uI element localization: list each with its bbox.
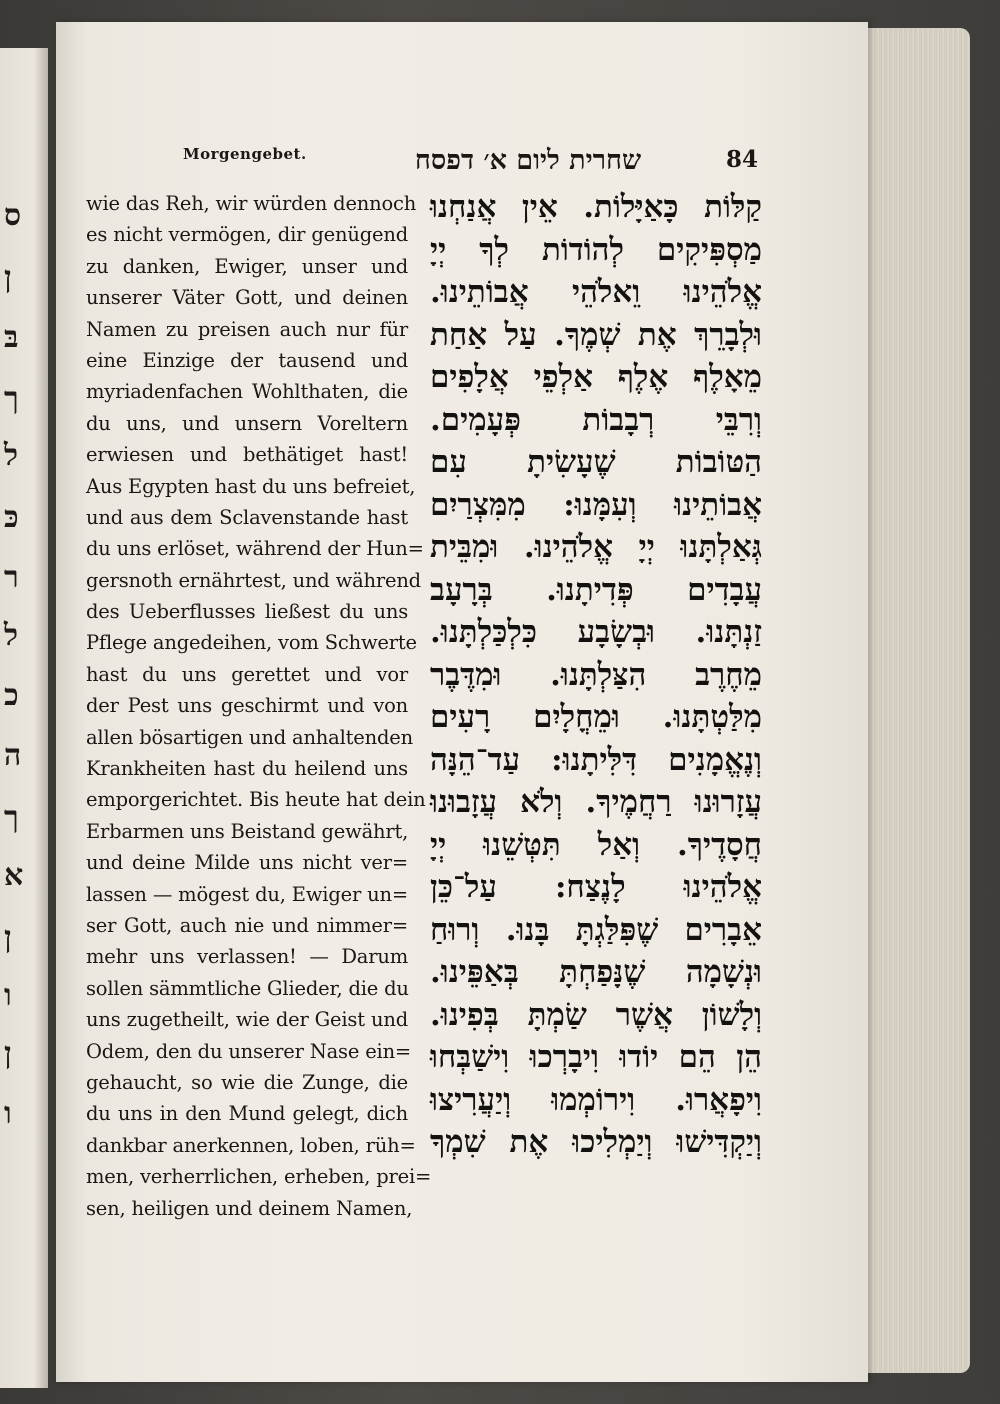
previous-page-glyph: ס (4, 198, 22, 233)
german-text-line: du uns erlöset, während der Hun= (86, 537, 424, 561)
running-header-german: Morgengebet. (183, 145, 307, 163)
german-text-line: Erbarmen uns Beistand gewährt, (86, 819, 409, 843)
german-column (86, 188, 432, 1224)
hebrew-text-line: עֲבָדִים פְּדִיתָנוּ. בְּרָעָב (430, 571, 762, 608)
german-text-line: es nicht vermögen, dir genügend (86, 223, 408, 247)
previous-page-glyph: ן (4, 920, 12, 955)
previous-page-glyph: ו (4, 978, 12, 1013)
page-number: 84 (726, 146, 759, 173)
german-text-line: erwiesen und bethätiget hast! (86, 443, 408, 467)
previous-page-glyph: ר (4, 560, 19, 595)
german-text-line: myriadenfachen Wohlthaten, die (86, 380, 408, 404)
german-text-line: emporgerichtet. Bis heute hat dein (86, 788, 426, 812)
german-text-line: hast du uns gerettet und vor (86, 662, 408, 686)
hebrew-text-line: זַנְתָּנוּ. וּבְשָׂבָע כִּלְכַּלְתָּנוּ. (430, 614, 762, 650)
previous-page-glyph: ל (4, 438, 19, 473)
hebrew-text-line: מֵחֶרֶב הִצַּלְתָּנוּ. וּמִדֶּבֶר (430, 656, 762, 693)
german-text-line: ser Gott, auch nie und nimmer= (86, 913, 408, 937)
hebrew-text-line: וְנֶאֱמָנִים דִּלִּיתָנוּ: עַד־הֵנָּה (430, 741, 762, 778)
german-text-line: uns zugetheilt, wie der Geist und (86, 1008, 408, 1032)
hebrew-text-line: חֲסָדֶיךָ. וְאַל תִּטְּשֵׁנוּ יְיָ (430, 826, 762, 863)
german-text-line: Odem, den du unserer Nase ein= (86, 1039, 412, 1063)
hebrew-text-line: אֱלֹהֵינוּ וֵאלֹהֵי אֲבוֹתֵינוּ. (430, 274, 762, 310)
german-text-line: unserer Väter Gott, und deinen (86, 286, 408, 310)
hebrew-text-line: קַלּוֹת כָּאַיָּלוֹת. אֵין אֲנַחְנוּ (430, 189, 762, 225)
hebrew-text-line: עֲזָרוּנוּ רַחֲמֶיךָ. וְלֹא עֲזָבוּנוּ (430, 784, 762, 820)
hebrew-text-line: וּלְבָרֵךְ אֶת שְׁמֶךָ. עַל אַחַת (430, 316, 762, 353)
german-text-line: men, verherrlichen, erheben, prei= (86, 1165, 432, 1189)
running-header-hebrew: שחרית ליום א׳ דפסח (414, 145, 642, 176)
german-text-line: gehaucht, so wie die Zunge, die (86, 1070, 408, 1094)
german-text-line: wie das Reh, wir würden dennoch (86, 192, 417, 215)
german-text-line: und deine Milde uns nicht ver= (86, 851, 408, 875)
hebrew-text-line: וְיַקְדִּישׁוּ וְיַמְלִיכוּ אֶת שִׁמְךָ (430, 1124, 762, 1160)
previous-page-glyph: ך (4, 800, 19, 835)
previous-page-glyph: ל (4, 618, 19, 653)
previous-page-glyph: כ (4, 678, 19, 713)
german-text-line: Pflege angedeihen, vom Schwerte (86, 631, 417, 655)
hebrew-text-line: אֱלֹהֵינוּ לָנֶצַח: עַל־כֵּן (430, 869, 762, 905)
german-text-line: der Pest uns geschirmt und von (86, 694, 408, 718)
german-text-line: sollen sämmtliche Glieder, die du (86, 976, 409, 1000)
german-text-line: zu danken, Ewiger, unser und (86, 254, 408, 278)
german-text-line: Aus Egypten hast du uns befreiet, (86, 474, 416, 498)
hebrew-text-line: גְּאַלְתָּנוּ יְיָ אֱלֹהֵינוּ. וּמִבֵּית (430, 529, 762, 565)
hebrew-text-line: אֵבָרִים שֶׁפִּלַּגְתָּ בָּנוּ. וְרוּחַ (430, 911, 762, 948)
hebrew-text-line: הֵן הֵם יוֹדוּ וִיבָרְכוּ וִישַׁבְּחוּ (430, 1039, 762, 1075)
hebrew-text-line: אֲבוֹתֵינוּ וְעִמָּנוּ: מִמִּצְרַיִם (430, 486, 762, 523)
hebrew-column (430, 186, 762, 1164)
previous-page-glyph: ה (4, 738, 22, 773)
previous-page-glyph: ן (4, 1036, 12, 1071)
german-text-line: des Ueberflusses ließest du uns (86, 600, 408, 624)
german-text-line: Namen zu preisen auch nur für (86, 317, 408, 341)
german-text-line: dankbar anerkennen, loben, rüh= (86, 1133, 416, 1157)
hebrew-text-line: וְרִבֵּי רְבָבוֹת פְּעָמִים. (430, 401, 762, 438)
hebrew-text-line: וְלָשׁוֹן אֲשֶׁר שַׂמְתָּ בְּפִינוּ. (430, 996, 762, 1033)
hebrew-text-line: מֵאָלֶף אֶלֶף אַלְפֵי אֲלָפִים (430, 359, 762, 395)
previous-page-glyph: בּ (4, 320, 19, 355)
german-text-line: du uns in den Mund gelegt, dich (86, 1102, 408, 1126)
hebrew-text-line: מַסְפִּיקִים לְהוֹדוֹת לְךָ יְיָ (430, 231, 762, 268)
previous-page-glyph: א (4, 858, 24, 893)
hebrew-text-line: הַטּוֹבוֹת שֶׁעָשִׂיתָ עִם (430, 444, 762, 480)
german-text-line: eine Einzige der tausend und (86, 348, 408, 372)
previous-page-glyph: ו (4, 1096, 12, 1131)
german-text-line: allen bösartigen und anhaltenden (86, 725, 413, 749)
page-block-edges (850, 28, 970, 1373)
german-text-line: und aus dem Sclavenstande hast (86, 505, 408, 529)
previous-page-edge (0, 48, 48, 1388)
german-text-line: Krankheiten hast du heilend uns (86, 757, 408, 781)
previous-page-glyph: ך (4, 381, 19, 416)
german-text-line: mehr uns verlassen! — Darum (86, 945, 408, 969)
german-text-line: lassen — mögest du, Ewiger un= (86, 882, 408, 906)
german-text-line: gersnoth ernährtest, und während (86, 568, 421, 592)
previous-page-glyph: כּ (4, 500, 19, 535)
german-text-line: sen, heiligen und deinem Namen, (86, 1196, 413, 1220)
hebrew-text-line: וִיפָאֲרוּ. וִירוֹמְמוּ וְיַעֲרִיצוּ (430, 1081, 762, 1118)
previous-page-glyph: ן (4, 260, 12, 295)
hebrew-text-line: מִלַּטְתָּנוּ. וּמֵחֳלָיִם רָעִים (430, 699, 762, 735)
german-text-line: du uns, und unsern Voreltern (86, 411, 408, 435)
hebrew-text-line: וּנְשָׁמָה שֶׁנָּפַחְתָּ בְּאַפֵּינוּ. (430, 954, 762, 990)
